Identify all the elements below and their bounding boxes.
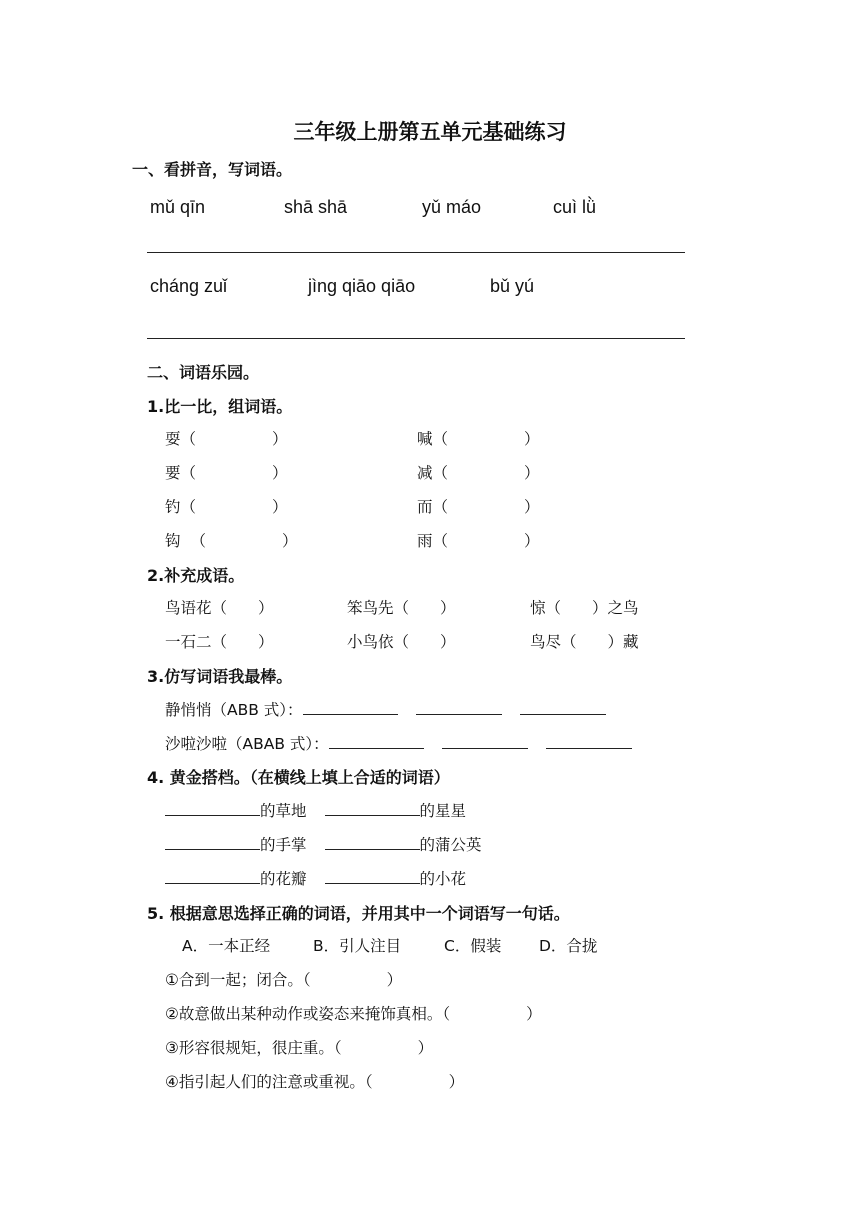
page-title: 三年级上册第五单元基础练习 [293, 120, 567, 144]
compare-row: 钓（ ） [165, 498, 288, 516]
definition-row: ②故意做出某种动作或姿态来掩饰真相。（ ） [165, 1005, 542, 1023]
compare-char: 钩 [165, 532, 181, 550]
answer-blank[interactable] [325, 799, 420, 816]
pinyin-item: shā shā [284, 197, 348, 217]
idiom-item[interactable]: 鸟语花（ ） [165, 599, 274, 617]
section1-heading: 一、看拼音，写词语。 [132, 160, 293, 179]
compare-char: 要 [165, 464, 181, 482]
q1-heading: 1.比一比，组词语。 [147, 397, 293, 416]
answer-blank[interactable] [165, 799, 260, 816]
compare-char: 而 [417, 498, 433, 516]
pinyin-item: bǔ yú [490, 276, 535, 296]
compare-row: 要（ ） [165, 464, 288, 482]
section2-heading: 二、词语乐园。 [147, 363, 260, 382]
pair-row: 的草地 的星星 [165, 799, 466, 821]
answer-blank[interactable] [442, 732, 528, 749]
idiom-item[interactable]: 笨鸟先（ ） [347, 599, 456, 617]
pinyin-item: jìng qiāo qiāo [308, 276, 416, 296]
compare-char: 钓 [165, 498, 181, 516]
answer-blank[interactable] [520, 698, 606, 715]
compare-row: 喊（ ） [417, 430, 540, 448]
compare-row: 减（ ） [417, 464, 540, 482]
idiom-item[interactable]: 小鸟依（ ） [347, 633, 456, 651]
compare-char: 耍 [165, 430, 181, 448]
abab-row [165, 732, 632, 754]
answer-blank[interactable] [165, 833, 260, 850]
answer-line[interactable] [147, 252, 685, 253]
pinyin-item: cháng zuǐ [150, 276, 228, 296]
pinyin-item: mǔ qīn [150, 197, 206, 217]
answer-blank[interactable] [329, 732, 424, 749]
compare-row: 钩 （ ） [165, 532, 298, 550]
answer-blank[interactable] [303, 698, 398, 715]
q5-heading: 5. 根据意思选择正确的词语，并用其中一个词语写一句话。 [147, 904, 570, 923]
pair-row: 的花瓣 的小花 [165, 867, 466, 889]
abb-row [165, 698, 606, 720]
pinyin-item: cuì lǜ [553, 197, 597, 217]
q4-heading: 4. 黄金搭档。（在横线上填上合适的词语） [147, 768, 450, 787]
idiom-item[interactable]: 鸟尽（ ）藏 [530, 633, 639, 651]
answer-blank[interactable] [416, 698, 502, 715]
definition-row: ①合到一起；闭合。（ ） [165, 971, 403, 989]
definition-row: ④指引起人们的注意或重视。（ ） [165, 1073, 465, 1091]
answer-blank[interactable] [325, 867, 420, 884]
compare-char: 减 [417, 464, 433, 482]
answer-blank[interactable] [325, 833, 420, 850]
answer-blank[interactable] [546, 732, 632, 749]
compare-row: 耍（ ） [165, 430, 288, 448]
compare-row: 雨（ ） [417, 532, 540, 550]
option-item: D．合拢 [539, 937, 598, 955]
pinyin-item: yǔ máo [422, 197, 482, 217]
answer-line[interactable] [147, 338, 685, 339]
compare-char: 雨 [417, 532, 433, 550]
definition-row: ③形容很规矩，很庄重。（ ） [165, 1039, 434, 1057]
option-item: C．假装 [444, 937, 502, 955]
abab-label: 沙啦沙啦（ABAB 式）： [165, 735, 329, 753]
abb-label: 静悄悄（ABB 式）： [165, 701, 303, 719]
idiom-item[interactable]: 一石二（ ） [165, 633, 274, 651]
q2-heading: 2.补充成语。 [147, 566, 245, 585]
q3-heading: 3.仿写词语我最棒。 [147, 667, 293, 686]
option-item: B．引人注目 [313, 937, 402, 955]
compare-char: 喊 [417, 430, 433, 448]
compare-row: 而（ ） [417, 498, 540, 516]
option-item: A．一本正经 [182, 937, 271, 955]
idiom-item[interactable]: 惊（ ）之鸟 [530, 599, 639, 617]
answer-blank[interactable] [165, 867, 260, 884]
pair-row: 的手掌 的蒲公英 [165, 833, 482, 855]
